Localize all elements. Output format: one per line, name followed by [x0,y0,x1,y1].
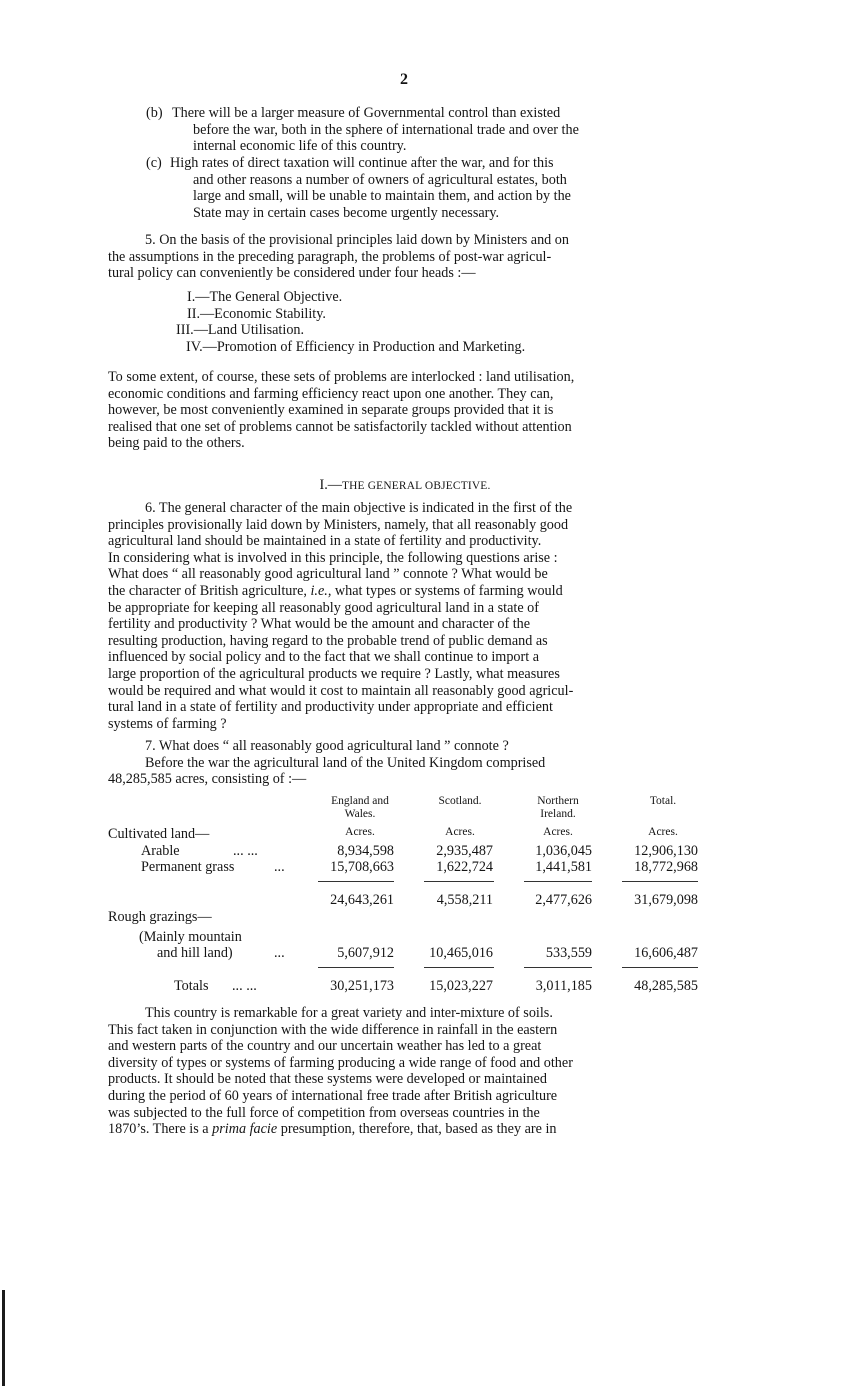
para6-line-7: be appropriate for keeping all reasonably good agricultural land in a state of [108,599,539,616]
para6-line-5: What does “ all reasonably good agricultural land ” connote ? What would be [108,566,548,583]
col-header-total [608,795,718,808]
para-interlocked-line-1: To some extent, of course, these sets of problems are interlocked : land utilisation, [108,369,575,385]
scan-margin-bar [2,1290,5,1386]
list-label-b: (b) [146,105,163,121]
cell-totals-total: 48,285,585 [634,978,698,994]
para6-line-10: influenced by social policy and to the fact that we shall continue to import a [108,649,540,666]
rough-grazings-label: Rough grazings— [108,909,212,925]
para-final-line-3: and western parts of the country and our uncertain weather has led to a great [108,1038,542,1055]
para-final-line-2: This fact taken in conjunction with the wide difference in rainfall in the eastern [108,1021,558,1038]
page-number: 2 [400,71,408,88]
rough-grazings-sub-line2: and hill land) [157,945,233,961]
para6-line-12: would be required and what would it cost to maintain all reasonably good agricul- [108,682,574,699]
para-interlocked-line-2: economic conditions and farming efficiency react upon one another. They can, [108,385,554,402]
cell-totals-ni: 3,011,185 [535,978,592,994]
head-item-1: I.—The General Objective. [187,289,343,305]
cell-arable-scotland: 2,935,487 [436,843,493,859]
cell-grass-ni: 1,441,581 [535,859,592,875]
para5-line-3: tural policy can conveniently be considered under four heads :— [108,265,476,282]
para-final-line-1: This country is remarkable for a great variety and inter-mixture of soils. [145,1005,553,1021]
section-heading-title: THE GENERAL OBJECTIVE. [341,480,491,492]
col-header-scotland [405,795,515,808]
rule-total-ni [524,967,592,968]
row-label-arable: Arable [141,843,180,859]
unit-scotland: Acres. [445,826,475,838]
para-final-line-8: 1870’s. There is a prima facie presumption, therefore, that, based as they are in [108,1121,557,1138]
para7-line-1: Before the war the agricultural land of the United Kingdom comprised [145,754,546,771]
section-heading-numeral: I.— [319,477,342,493]
cell-cultivated-total-scotland: 4,558,211 [436,892,493,908]
cell-arable-total: 12,906,130 [634,843,698,859]
para5-line-2: the assumptions in the preceding paragraph, the problems of post-war agricul- [108,248,552,265]
cell-cultivated-total-ni: 2,477,626 [535,892,592,908]
list-b-line-1: There will be a larger measure of Governmental control than existed [172,105,561,121]
para6-line-6: the character of British agriculture, i.e., what types or systems of farming would [108,583,563,599]
section-heading [108,477,702,495]
rough-grazings-leader: ... [274,945,285,961]
rule-subtotal-scotland [424,881,494,882]
row-label-permanent-grass: Permanent grass [141,859,235,875]
cell-grass-england: 15,708,663 [330,859,394,875]
para6-line-13: tural land in a state of fertility and productivity under appropriate and efficient [108,699,553,716]
para7-question: 7. What does “ all reasonably good agricultural land ” connote ? [145,738,509,754]
para6-line-1: 6. The general character of the main objective is indicated in the first of the [145,500,573,516]
para-interlocked-line-5: being paid to the others. [108,435,245,452]
para6-line-11: large proportion of the agricultural products we require ? Lastly, what measures [108,666,560,682]
cell-rough-ni: 533,559 [545,945,592,961]
cell-grass-scotland: 1,622,724 [436,859,493,875]
rule-subtotal-total [622,881,698,882]
para-interlocked-line-4: realised that one set of problems cannot be satisfactorily tackled without attention [108,418,572,435]
rule-total-england [318,967,394,968]
rule-subtotal-england [318,881,394,882]
para6-line-4: In considering what is involved in this principle, the following questions arise : [108,549,558,566]
para-final-line-6: during the period of 60 years of international free trade after British agriculture [108,1088,558,1104]
rule-subtotal-ni [524,881,592,882]
rule-total-total [622,967,698,968]
col-header-ni-line1: Northern [537,795,579,807]
unit-ni: Acres. [543,826,573,838]
cell-cultivated-total-england: 24,643,261 [330,892,394,908]
col-header-england-wales [305,795,415,821]
head-item-3: III.—Land Utilisation. [176,322,305,339]
cell-totals-england: 30,251,173 [330,978,394,994]
para-interlocked-line-3: however, be most conveniently examined in separate groups provided that it is [108,402,554,419]
para6-line-9: resulting production, having regard to the probable trend of public demand as [108,632,548,649]
cultivated-land-label: Cultivated land— [108,826,210,842]
col-header-total-line2: Total. [649,795,677,807]
totals-leader: ... ... [232,978,257,994]
head-item-4: IV.—Promotion of Efficiency in Production and Marketing. [186,338,526,355]
col-header-northern-ireland [503,795,613,821]
row-leader-permanent-grass: ... [274,859,285,875]
unit-england: Acres. [345,826,375,838]
col-header-ni-line2: Ireland. [540,808,576,820]
list-c-line-1: High rates of direct taxation will continue after the war, and for this [170,155,554,171]
col-header-england-line1: England and [331,795,389,807]
cell-grass-total: 18,772,968 [634,859,698,875]
para6-line-8: fertility and productivity ? What would be the amount and character of the [108,616,531,633]
col-header-scotland-line2: Scotland. [438,795,482,807]
list-b-line-3: internal economic life of this country. [193,138,407,155]
cell-totals-scotland: 15,023,227 [429,978,493,994]
list-c-line-2: and other reasons a number of owners of agricultural estates, both [193,171,567,188]
para5-line-1: 5. On the basis of the provisional principles laid down by Ministers and on [145,232,569,248]
para-final-line-5: products. It should be noted that these systems were developed or maintained [108,1071,547,1088]
cell-rough-england: 5,607,912 [337,945,394,961]
para6-line-14: systems of farming ? [108,715,227,732]
unit-total: Acres. [648,826,678,838]
list-c-line-3: large and small, will be unable to maintain them, and action by the [193,188,571,205]
cell-arable-ni: 1,036,045 [535,843,592,859]
totals-label: Totals [174,978,209,994]
para-final-line-4: diversity of types or systems of farming producing a wide range of food and other [108,1054,573,1071]
head-item-2: II.—Economic Stability. [187,305,326,322]
col-header-england-line2: Wales. [344,808,376,820]
rough-grazings-sub-line1: (Mainly mountain [139,929,242,945]
list-b-line-2: before the war, both in the sphere of international trade and over the [193,121,579,138]
rule-total-scotland [424,967,494,968]
para-final-line-7: was subjected to the full force of competition from overseas countries in the [108,1104,540,1121]
para6-line-2: principles provisionally laid down by Ministers, namely, that all reasonably good [108,516,569,533]
row-leader-arable: ... ... [233,843,258,859]
para7-line-2: 48,285,585 acres, consisting of :— [108,771,307,788]
cell-rough-total: 16,606,487 [634,945,698,961]
para6-line-3: agricultural land should be maintained in a state of fertility and productivity. [108,533,542,550]
list-c-line-4: State may in certain cases become urgently necessary. [193,204,500,221]
cell-rough-scotland: 10,465,016 [429,945,493,961]
cell-arable-england: 8,934,598 [337,843,394,859]
list-label-c: (c) [146,155,162,171]
cell-cultivated-total-total: 31,679,098 [634,892,698,908]
